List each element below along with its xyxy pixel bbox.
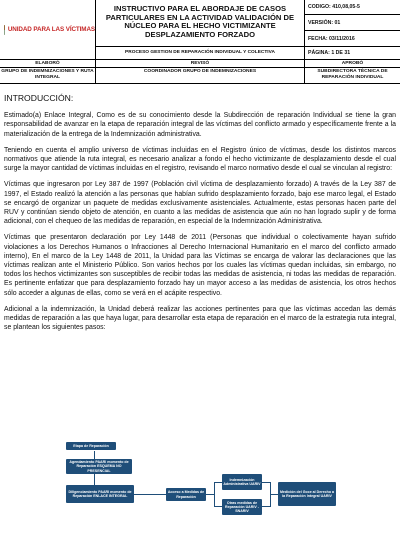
aprobo-cell bbox=[305, 60, 400, 84]
page-number: PÁGINA: 1 DE 31 bbox=[305, 47, 400, 60]
reviso-cell bbox=[96, 60, 305, 84]
connector-line bbox=[214, 506, 222, 507]
flow-step-indemnizacion: Indemnización Administrativa UARIV bbox=[222, 474, 262, 490]
document-body bbox=[4, 94, 396, 339]
paragraph-5: Adicional a la indemnización, la Unidad deberá realizar las acciones pertinentes para que las víctimas accedan las demás medidas de reparación a las que haya lugar, para desarrollar esta etapa de reparación en el marco de la estrategia ruta integral, se plantean los siguientes pasos: bbox=[4, 305, 396, 332]
logo bbox=[0, 0, 96, 60]
connector-line bbox=[262, 506, 270, 507]
connector-line bbox=[134, 494, 166, 495]
logo-mark-icon bbox=[4, 25, 5, 35]
paragraph-3: Víctimas que ingresaron por Ley 387 de 1997 (Población civil víctima de desplazamiento forzado) A través de la Ley 387 de 1997, el Estado realizó la atención a las personas que habían sufrido desplazamiento forzado, bajo ese marco legal, el Estado se encargó de organizar un paquete de medidas exclusivamente asistenciales. Actualmente, estas personas hacen parte del RUV y continúan siendo objeto de atención, en cuanto a las medidas de asistencia que aún no han logrado suplir y de forma adicional, con el chequeo de las medidas de reparación, en especial de la Indemnización Administrativa. bbox=[4, 181, 396, 226]
logo-text: UNIDAD PARA LAS VÍCTIMAS bbox=[7, 26, 95, 33]
flow-step-medicion: Medición del Goce al Derecho a la Reparación Integral UARIV bbox=[278, 482, 336, 506]
aprobo-label: APROBÓ bbox=[305, 60, 400, 68]
connector-line bbox=[270, 494, 278, 495]
elaboro-value: GRUPO DE INDEMNIZACIONES Y RUTA INTEGRAL bbox=[1, 69, 94, 80]
flow-step-otras-medidas: Otras medidas de Reparación UARIV - SNARIV bbox=[222, 499, 262, 515]
aprobo-value: SUBDIRECTORA TÉCNICA DE REPARACIÓN INDIVIDUAL bbox=[317, 69, 388, 80]
document-title: INSTRUCTIVO PARA EL ABORDAJE DE CASOS PARTICULARES EN LA ACTIVIDAD VALIDACIÓN DE NÚCLEO PARA EL HECHO VICTIMIZANTE DESPLAZAMIENTO FORZADO bbox=[96, 0, 305, 47]
connector-line bbox=[214, 482, 215, 506]
paragraph-1: Estimado(a) Enlace Integral, Como es de su conocimiento desde la Subdirección de reparación Individual se tiene la gran responsabilidad de avanzar en la etapa de reparación integral de las víctimas del conflicto armado y específicamente frente a la materialización de la entrega de la Indemnización administrativa. bbox=[4, 112, 396, 138]
flow-step-diligenciamiento: Diligenciamiento PAARI momento de Reparación ENLACE INTEGRAL bbox=[66, 485, 134, 503]
connector-line bbox=[206, 494, 214, 495]
document-header bbox=[0, 0, 400, 60]
flow-step-reparacion: Etapa de Reparación bbox=[66, 442, 116, 450]
process-flow-diagram bbox=[60, 442, 360, 532]
process-name: PROCESO GESTION DE REPARACIÓN INDIVIDUAL Y COLECTIVA bbox=[96, 47, 305, 60]
paragraph-4: Víctimas que presentaron declaración por Ley 1448 de 2011 (Personas que individual o colectivamente hayan sufrido violaciones a los Derechos Humanos o Infracciones al Derecho Internacional Humanitario en el marco del conflicto armado interno), En el marco de la Ley 1448 de 2011, la Unidad para las Víctimas se encarga de valorar las declaraciones que las víctimas realizan ante el Ministerio Público. Son varios hechos por los cuales las víctimas quedan incluidas, sin embargo, no todos los hechos victimizantes son susceptibles de recibir todas las medidas de asistencia, ni todas las medidas de reparación. Es pertinente enfatizar que para desplazamiento forzado hay un mayor acceso a las medidas de asistencia, los otros hechos sólo acceder a algunas de ellas, como se verá en el acápite respectivo. bbox=[4, 234, 396, 297]
document-version: VERSIÓN: 01 bbox=[305, 15, 400, 31]
reviso-label: REVISÓ bbox=[96, 60, 304, 68]
reviso-value: COORDINADOR GRUPO DE INDEMNIZACIONES bbox=[143, 69, 257, 74]
connector-line bbox=[214, 482, 222, 483]
paragraph-2: Teniendo en cuenta el amplio universo de víctimas incluidas en el Registro único de víctimas, desde los distintos marcos normativos que atiende la ruta integral, es necesario analizar a fondo el hecho victimizante de desplazamiento desde el cual surge la mayor cantidad de víctimas incluidas en el registro, revisando el marco normativo desde el cual se vinculan al registro: bbox=[4, 146, 396, 173]
elaboro-label: ELABORÓ bbox=[0, 60, 95, 68]
flow-step-acceso-medidas: Acceso a Medidas de Reparación bbox=[166, 488, 206, 501]
document-code: CODIGO: 410,08,05-5 bbox=[305, 0, 400, 15]
connector-line bbox=[262, 482, 270, 483]
elaboro-cell bbox=[0, 60, 96, 84]
document-date: FECHA: 03/11/2016 bbox=[305, 31, 400, 47]
section-heading: INTRODUCCIÓN: bbox=[4, 93, 74, 103]
flow-step-agendamiento: Agendamiento PAARI momento de Reparación ESQUEMA NO PRESENCIAL bbox=[66, 459, 132, 474]
